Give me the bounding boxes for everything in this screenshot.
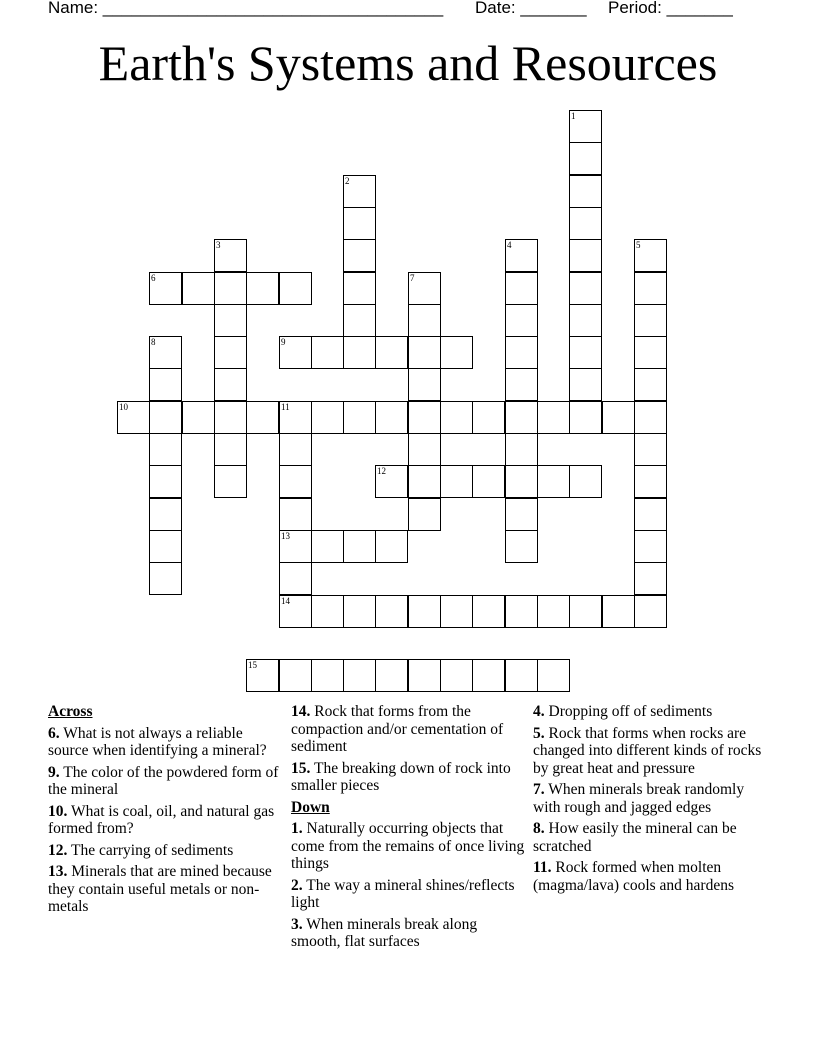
crossword-cell[interactable] bbox=[214, 239, 247, 272]
crossword-cell[interactable] bbox=[343, 207, 376, 240]
crossword-cell[interactable] bbox=[343, 401, 376, 434]
clue-number: 14 bbox=[281, 596, 290, 606]
crossword-cell[interactable] bbox=[375, 465, 408, 498]
crossword-cell[interactable] bbox=[408, 595, 441, 628]
crossword-cell[interactable] bbox=[569, 304, 602, 337]
crossword-cell[interactable] bbox=[182, 401, 215, 434]
crossword-cell[interactable] bbox=[279, 498, 312, 531]
crossword-cell[interactable] bbox=[505, 336, 538, 369]
crossword-cell[interactable] bbox=[472, 401, 505, 434]
crossword-cell[interactable] bbox=[214, 368, 247, 401]
crossword-cell[interactable] bbox=[569, 175, 602, 208]
crossword-cell[interactable] bbox=[279, 401, 312, 434]
crossword-cell[interactable] bbox=[602, 595, 635, 628]
crossword-cell[interactable] bbox=[440, 659, 473, 692]
clue-number: 5 bbox=[636, 240, 641, 250]
crossword-cell[interactable] bbox=[505, 530, 538, 563]
crossword-cell[interactable] bbox=[149, 401, 182, 434]
crossword-cell[interactable] bbox=[311, 595, 344, 628]
crossword-cell[interactable] bbox=[505, 239, 538, 272]
down-clue-8: 8. How easily the mineral can be scratched bbox=[533, 820, 737, 855]
across-clue-6: 6. What is not always a reliable source when identifying a mineral? bbox=[48, 724, 267, 759]
crossword-cell[interactable] bbox=[149, 433, 182, 466]
crossword-cell[interactable] bbox=[311, 530, 344, 563]
crossword-cell[interactable] bbox=[634, 272, 667, 305]
crossword-cell[interactable] bbox=[214, 401, 247, 434]
crossword-cell[interactable] bbox=[440, 336, 473, 369]
clue-column-1 bbox=[48, 703, 284, 920]
crossword-cell[interactable] bbox=[634, 465, 667, 498]
clue-number: 3 bbox=[216, 240, 221, 250]
crossword-cell[interactable] bbox=[343, 175, 376, 208]
crossword-cell[interactable] bbox=[408, 336, 441, 369]
crossword-cell[interactable] bbox=[214, 433, 247, 466]
crossword-cell[interactable] bbox=[569, 110, 602, 143]
crossword-cell[interactable] bbox=[408, 659, 441, 692]
crossword-cell[interactable] bbox=[505, 595, 538, 628]
crossword-cell[interactable] bbox=[279, 595, 312, 628]
crossword-cell[interactable] bbox=[634, 433, 667, 466]
crossword-cell[interactable] bbox=[602, 401, 635, 434]
crossword-cell[interactable] bbox=[375, 530, 408, 563]
crossword-cell[interactable] bbox=[537, 401, 570, 434]
crossword-cell[interactable] bbox=[569, 272, 602, 305]
crossword-cell[interactable] bbox=[343, 659, 376, 692]
crossword-cell[interactable] bbox=[149, 562, 182, 595]
crossword-cell[interactable] bbox=[537, 659, 570, 692]
crossword-cell[interactable] bbox=[343, 530, 376, 563]
crossword-cell[interactable] bbox=[246, 401, 279, 434]
across-clue-10: 10. What is coal, oil, and natural gas formed from? bbox=[48, 802, 275, 837]
crossword-cell[interactable] bbox=[408, 401, 441, 434]
crossword-cell[interactable] bbox=[149, 498, 182, 531]
clue-number: 4 bbox=[507, 240, 512, 250]
crossword-cell[interactable] bbox=[537, 595, 570, 628]
clue-number: 8 bbox=[151, 337, 156, 347]
crossword-cell[interactable] bbox=[182, 272, 215, 305]
crossword-cell[interactable] bbox=[343, 239, 376, 272]
crossword-cell[interactable] bbox=[569, 207, 602, 240]
crossword-cell[interactable] bbox=[311, 401, 344, 434]
across-clue-15: 15. The breaking down of rock into smaller pieces bbox=[291, 759, 511, 794]
down-clue-1: 1. Naturally occurring objects that come from the remains of once living things bbox=[291, 820, 525, 872]
period-field[interactable]: Period: _______ bbox=[608, 0, 733, 17]
crossword-cell[interactable] bbox=[117, 401, 150, 434]
crossword-cell[interactable] bbox=[569, 368, 602, 401]
crossword-cell[interactable] bbox=[440, 401, 473, 434]
clue-number: 12 bbox=[377, 466, 386, 476]
date-field[interactable]: Date: _______ bbox=[475, 0, 587, 17]
crossword-cell[interactable] bbox=[149, 368, 182, 401]
clue-number: 11 bbox=[281, 402, 290, 412]
crossword-cell[interactable] bbox=[375, 336, 408, 369]
crossword-cell[interactable] bbox=[634, 498, 667, 531]
down-clue-5: 5. Rock that forms when rocks are changed into different kinds of rocks by great heat and pressure bbox=[533, 724, 762, 777]
crossword-cell[interactable] bbox=[246, 659, 279, 692]
across-clue-12: 12. The carrying of sediments bbox=[48, 841, 234, 859]
crossword-cell[interactable] bbox=[505, 272, 538, 305]
crossword-cell[interactable] bbox=[537, 465, 570, 498]
crossword-cell[interactable] bbox=[569, 401, 602, 434]
page-title: Earth's Systems and Resources bbox=[98, 35, 718, 91]
down-clue-3: 3. When minerals break along smooth, flat surfaces bbox=[291, 915, 478, 950]
crossword-cell[interactable] bbox=[279, 272, 312, 305]
crossword-cell[interactable] bbox=[343, 336, 376, 369]
crossword-cell[interactable] bbox=[634, 562, 667, 595]
crossword-cell[interactable] bbox=[569, 142, 602, 175]
crossword-cell[interactable] bbox=[149, 530, 182, 563]
crossword-cell[interactable] bbox=[408, 304, 441, 337]
crossword-cell[interactable] bbox=[634, 239, 667, 272]
crossword-cell[interactable] bbox=[569, 239, 602, 272]
crossword-cell[interactable] bbox=[214, 465, 247, 498]
crossword-cell[interactable] bbox=[214, 272, 247, 305]
clue-number: 2 bbox=[345, 176, 350, 186]
crossword-cell[interactable] bbox=[311, 336, 344, 369]
crossword-cell[interactable] bbox=[408, 272, 441, 305]
name-field[interactable]: Name: ____________________________________ bbox=[48, 0, 444, 17]
crossword-cell[interactable] bbox=[246, 272, 279, 305]
crossword-cell[interactable] bbox=[279, 433, 312, 466]
crossword-cell[interactable] bbox=[149, 272, 182, 305]
crossword-cell[interactable] bbox=[408, 498, 441, 531]
clue-column-3 bbox=[533, 703, 769, 898]
clue-number: 13 bbox=[281, 531, 290, 541]
crossword-cell[interactable] bbox=[472, 595, 505, 628]
crossword-cell[interactable] bbox=[375, 595, 408, 628]
crossword-cell[interactable] bbox=[279, 336, 312, 369]
across-heading: Across bbox=[48, 703, 93, 720]
clue-number: 6 bbox=[151, 273, 156, 283]
crossword-cell[interactable] bbox=[505, 659, 538, 692]
crossword-cell[interactable] bbox=[408, 368, 441, 401]
crossword-cell[interactable] bbox=[440, 595, 473, 628]
crossword-cell[interactable] bbox=[149, 336, 182, 369]
crossword-cell[interactable] bbox=[343, 272, 376, 305]
down-clue-7: 7. When minerals break randomly with rough and jagged edges bbox=[533, 781, 745, 816]
clue-number: 9 bbox=[281, 337, 286, 347]
crossword-cell[interactable] bbox=[472, 659, 505, 692]
down-clue-2: 2. The way a mineral shines/reflects light bbox=[291, 876, 515, 911]
crossword-cell[interactable] bbox=[634, 304, 667, 337]
crossword-cell[interactable] bbox=[505, 401, 538, 434]
crossword-cell[interactable] bbox=[505, 465, 538, 498]
crossword-cell[interactable] bbox=[279, 659, 312, 692]
clue-number: 7 bbox=[410, 273, 415, 283]
crossword-cell[interactable] bbox=[343, 304, 376, 337]
crossword-cell[interactable] bbox=[634, 401, 667, 434]
crossword-cell[interactable] bbox=[375, 401, 408, 434]
crossword-cell[interactable] bbox=[505, 304, 538, 337]
down-clue-11: 11. Rock formed when molten (magma/lava) cools and hardens bbox=[533, 859, 734, 894]
clue-number: 1 bbox=[571, 111, 576, 121]
crossword-cell[interactable] bbox=[505, 498, 538, 531]
crossword-cell[interactable] bbox=[279, 562, 312, 595]
crossword-cell[interactable] bbox=[375, 659, 408, 692]
across-clue-14: 14. Rock that forms from the compaction and/or cementation of sediment bbox=[291, 703, 504, 755]
crossword-cell[interactable] bbox=[634, 595, 667, 628]
crossword-cell[interactable] bbox=[149, 465, 182, 498]
across-clue-9: 9. The color of the powdered form of the mineral bbox=[48, 763, 279, 798]
crossword-cell[interactable] bbox=[634, 368, 667, 401]
crossword-cell[interactable] bbox=[569, 465, 602, 498]
down-heading: Down bbox=[291, 798, 330, 816]
crossword-cell[interactable] bbox=[279, 465, 312, 498]
crossword-cell[interactable] bbox=[472, 465, 505, 498]
across-clue-13: 13. Minerals that are mined because they contain useful metals or non-metals bbox=[48, 863, 272, 915]
crossword-cell[interactable] bbox=[214, 336, 247, 369]
crossword-cell[interactable] bbox=[279, 530, 312, 563]
crossword-cell[interactable] bbox=[343, 595, 376, 628]
crossword-cell[interactable] bbox=[311, 659, 344, 692]
crossword-cell[interactable] bbox=[569, 595, 602, 628]
crossword-cell[interactable] bbox=[569, 336, 602, 369]
crossword-cell[interactable] bbox=[214, 304, 247, 337]
clue-number: 10 bbox=[119, 402, 128, 412]
crossword-cell[interactable] bbox=[408, 465, 441, 498]
crossword-cell[interactable] bbox=[634, 336, 667, 369]
crossword-cell[interactable] bbox=[634, 530, 667, 563]
crossword-cell[interactable] bbox=[440, 465, 473, 498]
crossword-cell[interactable] bbox=[505, 368, 538, 401]
clue-column-2 bbox=[291, 703, 527, 955]
clue-number: 15 bbox=[248, 660, 257, 670]
crossword-cell[interactable] bbox=[505, 433, 538, 466]
crossword-cell[interactable] bbox=[408, 433, 441, 466]
down-clue-4: 4. Dropping off of sediments bbox=[533, 703, 713, 720]
